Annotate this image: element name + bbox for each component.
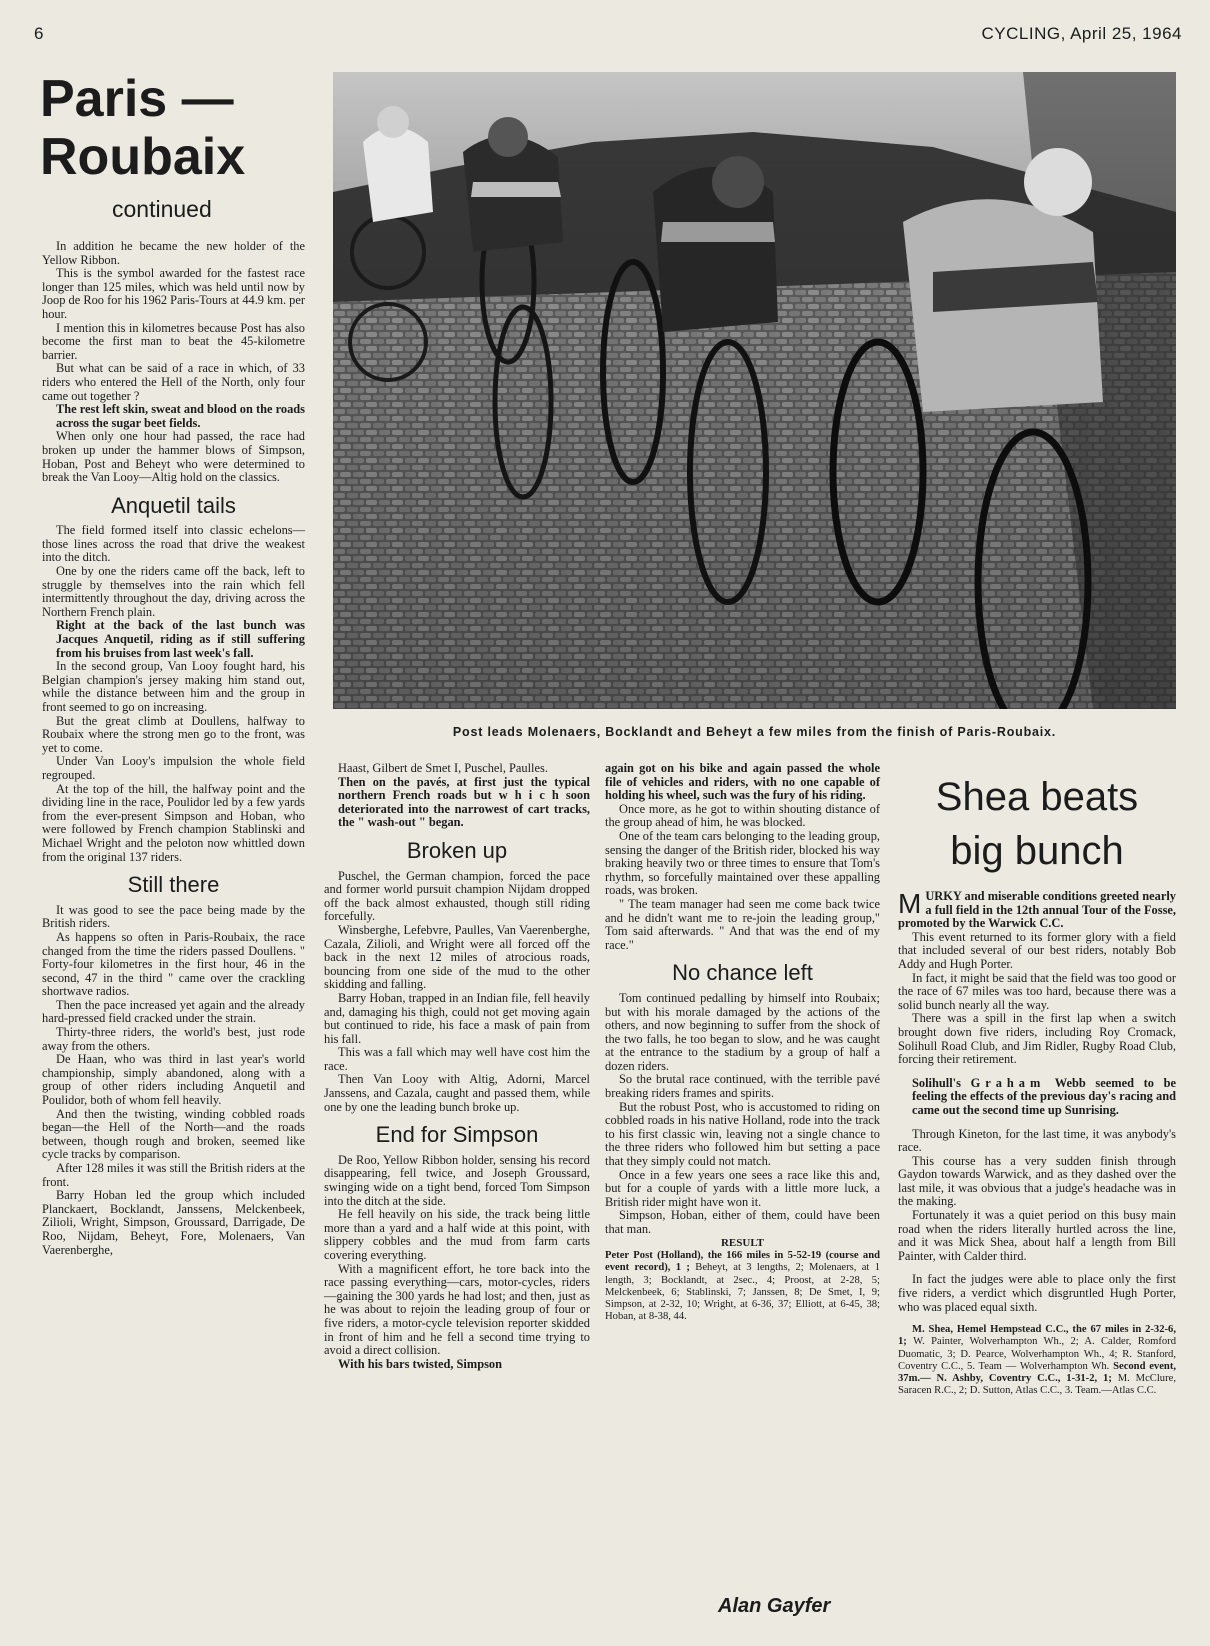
bold-paragraph: Then on the pavés, at first just the typical northern French roads but w h i c h soon deteriorated into the narrowest of cart tracks, the " wash-out " began.: [338, 774, 590, 830]
race-photo: [333, 72, 1176, 709]
paragraph: De Haan, who was third in last year's world championship, simply abandoned, along with a group of other riders including Anquetil and Poulidor, both of whom fell heavily.: [42, 1052, 305, 1108]
shea-headline: [898, 770, 1176, 878]
paragraph: Simpson, Hoban, either of them, could have been that man.: [605, 1208, 880, 1236]
bold-paragraph: The rest left skin, sweat and blood on the roads across the sugar beet fields.: [56, 402, 305, 430]
paragraph: The field formed itself into classic echelons—those lines across the road that drive the weakest into the ditch.: [42, 523, 305, 565]
title-line-1: Paris —: [40, 70, 234, 128]
paragraph: In the second group, Van Looy fought hard, his Belgian champion's jersey making him stand out, while the distance between him and the group in front seemed to go on increasing.: [42, 659, 305, 714]
paragraph: De Roo, Yellow Ribbon holder, sensing his record disappearing, fell twice, and Joseph Groussard, swinging wide on a tight bend, forced Tom Simpson into the ditch at the side.: [324, 1152, 590, 1208]
paragraph: Winsberghe, Lefebvre, Paulles, Van Vaerenberghe, Cazala, Zilioli, and Wright were all forced off the back in the next 12 miles of atrocious roads, bouncing from one side of the mud to the other skidding and falling.: [324, 922, 590, 992]
paragraph: Thirty-three riders, the world's best, just rode away from the others.: [42, 1025, 305, 1053]
shea-result: M. Shea, Hemel Hempstead C.C., the 67 miles in 2-32-6, 1; W. Painter, Wolverhampton Wh., 2; A. Calder, Romford Duomatic, 3; D. Pearce, Wolverhampton Wh., 4; R. Stanford, Coventry C.C., 5. Team — Wolverhampton Wh. Second event, 37m.— N. Ashby, Coventry C.C., 1-31-2, 1; M. McClure, Saracen R.C., 2; D. Sutton, Atlas C.C., 3. Team.—Atlas C.C.: [898, 1324, 1177, 1397]
paragraph: I mention this in kilometres because Post has also become the first man to beat the 45-kilometre barrier.: [42, 320, 305, 362]
paragraph: At the top of the hill, the halfway point and the dividing line in the race, Poulidor led by a few yards from the ever-present Simpson and Hoban, who were followed by French champion Stablinski and Michael Wright and the peloton now whittled down from the original 137 riders.: [42, 781, 305, 864]
paragraph: This course has a very sudden finish through Gaydon towards Warwick, and as they dashed over the last mile, it was obvious that a judge's headache was in the making.: [898, 1153, 1176, 1209]
lede-text: URKY and miserable conditions greeted nearly a full field in the 12th annual Tour of the Fosse, promoted by the Warwick C.C.: [898, 889, 1176, 931]
page-number: 6: [34, 24, 44, 43]
paragraph: Then Van Looy with Altig, Adorni, Marcel Janssens, and Cazala, caught and passed them, while one by one the leading bunch broke up.: [324, 1072, 590, 1114]
paragraph: One of the team cars belonging to the leading group, sensing the danger of the British rider, blocked his way braking heavily two or three times to ensure that Tom's rhythm, so forcefully maintained over these appalling roads, was broken.: [605, 828, 880, 898]
paragraph: With a magnificent effort, he tore back into the race passing everything—cars, motor-cycles, riders—gaining the 300 yards he had lost; and then, just as he was about to rejoin the leading group of four or five riders, a motor-cycle television reporter skidded in front of him and he fell a second time trying to avoid a direct collision.: [324, 1261, 590, 1358]
result-heading: RESULT: [720, 1236, 764, 1249]
paragraph: " The team manager had seen me come back twice and he didn't want me to re-join the leading group," Tom said afterwards. " And that was the end of my race.": [605, 896, 880, 952]
paragraph: Barry Hoban led the group which included Planckaert, Bocklandt, Janssens, Melckenbeek, Zilioli, Wright, Simpson, Groussard, Darrigade, De Roo, Nijdam, Beheyt, Fore, Molenaers, Van Vaerenberghe,: [42, 1188, 305, 1257]
paragraph: This was a fall which may well have cost him the race.: [324, 1045, 590, 1073]
author-byline: Alan Gayfer: [718, 1595, 831, 1617]
lede-paragraph: [898, 890, 1176, 931]
paragraph: This event returned to its former glory with a field that included several of our best riders, notably Bob Addy and Hugh Porter.: [898, 929, 1176, 971]
paragraph: Barry Hoban, trapped in an Indian file, fell heavily and, damaging his thigh, could not get moving again but continued to ride, his face a mask of pain from his fall.: [324, 990, 590, 1046]
paragraph: Under Van Looy's impulsion the whole field regrouped.: [42, 754, 305, 782]
paragraph: Once more, as he got to within shouting distance of the group ahead of him, he was blocked.: [605, 801, 880, 830]
paragraph: When only one hour had passed, the race had broken up under the hammer blows of Simpson, Hoban, Post and Beheyt who were determined to break the Van Looy—Altig hold on the classics.: [42, 429, 305, 485]
result-text: [605, 1250, 880, 1323]
drop-cap: M: [898, 888, 922, 919]
paragraph: He fell heavily on his side, the track being little more than a yard and a half wide at this point, with slippery cobbles and the mud from farm carts covering everything.: [324, 1207, 590, 1262]
result-winner: Peter Post (Holland), the 166 miles in 5-52-19 (course and event record), 1 ;: [605, 1250, 880, 1274]
paragraph: As happens so often in Paris-Roubaix, the race changed from the time the riders passed Doullens. " Forty-four kilometres in the first hour, 46 in the second, 47 in the third " came over the crackling shortwave radios.: [42, 929, 305, 999]
shea-column: [898, 890, 1176, 1397]
subhead-no-chance-left: No chance left: [672, 960, 813, 986]
paragraph: One by one the riders came off the back, left to struggle by themselves into the rain which fell intermittently throughout the day, driving across the Northern French plain.: [42, 564, 305, 619]
article-column-3: [605, 762, 880, 1323]
continued-label: continued: [112, 196, 212, 222]
subhead-still-there: Still there: [127, 872, 220, 898]
result-placings: Beheyt, at 3 lengths, 2; Molenaers, at 1 length, 3; Bocklandt, at 2sec., 4; Proost, at 2-28, 5; Melckenbeek, 6; Stablinski, 7; Janssen, 8; De Smet, I, 9; Simpson, at 2-32, 10; Wright, at 6-36, 37; Elliott, at 6-45, 38; Hoban, at 8-38, 44.: [605, 1262, 881, 1323]
paragraph: In fact the judges were able to place only the first five riders, a verdict which disgruntled Hugh Porter, who was placed equal sixth.: [898, 1272, 1176, 1314]
paragraph: Then the pace increased yet again and the already hard-pressed field cracked under the strain.: [42, 997, 305, 1026]
paragraph: This is the symbol awarded for the fastest race longer than 125 miles, which was held until now by Joop de Roo for his 1962 Paris-Tours at 44.9 km. per hour.: [42, 266, 305, 321]
paragraph: After 128 miles it was still the British riders at the front.: [42, 1161, 305, 1189]
running-head: CYCLING, April 25, 1964: [981, 24, 1182, 43]
shea-headline-line-1: Shea beats: [935, 775, 1139, 819]
shea-headline-line-2: big bunch: [950, 829, 1124, 873]
paragraph: But the robust Post, who is accustomed to riding on cobbled roads in his native Holland, rode into the track to his first classic win, leaving not a single chance to the three riders who followed him but setting a pace that they simply could not match.: [605, 1099, 880, 1169]
bold-paragraph: Solihull's Graham Webb seemed to be feeling the effects of the previous day's racing and came out the second time up Sunrising.: [912, 1075, 1177, 1117]
bold-paragraph: Right at the back of the last bunch was Jacques Anquetil, riding as if still suffering from his bruises from last week's fall.: [56, 618, 305, 660]
paragraph: But the great climb at Doullens, halfway to Roubaix where the strong men go to the front, was yet to come.: [42, 713, 305, 755]
paragraph: Through Kineton, for the last time, it was anybody's race.: [898, 1126, 1176, 1155]
paragraph: Haast, Gilbert de Smet I, Puschel, Paulles.: [338, 761, 548, 775]
photo-caption: Post leads Molenaers, Bocklandt and Beheyt a few miles from the finish of Paris-Roubaix.: [452, 725, 1057, 739]
paragraph: In addition he became the new holder of the Yellow Ribbon.: [42, 239, 305, 267]
subhead-anquetil-tails: Anquetil tails: [111, 492, 236, 518]
paragraph: Puschel, the German champion, forced the pace and former world pursuit champion Nijdam dropped off the back almost exhausted, though still riding forcefully.: [324, 868, 590, 924]
paragraph: Tom continued pedalling by himself into Roubaix; but with his morale damaged by the actions of the others, and now beginning to suffer from the shock of the two falls, he too began to slow, and he was caught at the entrance to the stadium by a group of half a dozen riders.: [605, 990, 880, 1073]
paragraph: But what can be said of a race in which, of 33 riders who entered the Hell of the North, only four came out together ?: [42, 361, 305, 403]
bold-paragraph: again got on his bike and again passed the whole file of vehicles and riders, with no one capable of holding his wheel, such was the fury of his riding.: [605, 761, 880, 803]
subhead-broken-up: Broken up: [406, 837, 508, 863]
paragraph: There was a spill in the first lap when a switch brought down five riders, including Roy Cromack, Solihull Road Club, and Jim Ridler, Rugby Road Club, forcing their retirement.: [898, 1011, 1176, 1067]
paragraph: Fortunately it was a quiet period on this busy main road when the riders literally hurtled across the line, and it was Mick Shea, about half a length from Bill Painter, with Calder third.: [898, 1208, 1176, 1263]
paragraph: It was good to see the pace being made by the British riders.: [42, 902, 305, 931]
paragraph: And then the twisting, winding cobbled roads began—the Hell of the North—and the roads between, though rough and broken, seemed like cycle tracks by comparison.: [42, 1106, 305, 1162]
article-title: [40, 70, 340, 186]
paragraph: In fact, it might be said that the field was too good or the race of 67 miles was too hard, because there was a solid bunch nearly all the way.: [898, 970, 1176, 1012]
article-column-2: [324, 762, 590, 1371]
bold-paragraph: With his bars twisted, Simpson: [338, 1356, 502, 1371]
paragraph: Once in a few years one sees a race like this and, but for a couple of yards with a little more luck, a British rider might have won it.: [605, 1167, 880, 1209]
paragraph: So the brutal race continued, with the terrible pavé breaking riders frames and spirits.: [605, 1072, 880, 1101]
article-column-1: [42, 240, 305, 1257]
title-line-2: Roubaix: [40, 128, 246, 186]
subhead-end-for-simpson: End for Simpson: [375, 1122, 539, 1148]
